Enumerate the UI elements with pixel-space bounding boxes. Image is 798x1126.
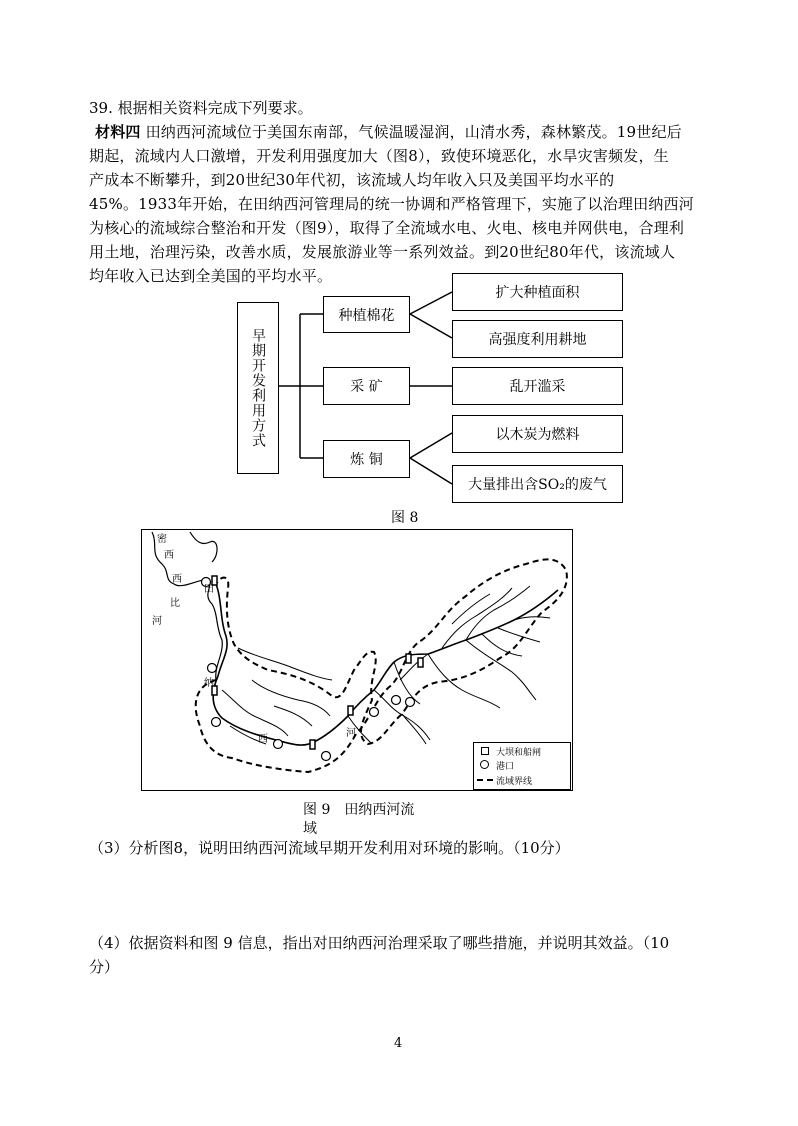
- question-title: 39. 根据相关资料完成下列要求。: [89, 99, 313, 117]
- material-label: 材料四: [95, 123, 141, 141]
- legend-boundary: 流域界线: [496, 777, 533, 787]
- legend-dam: 大坝和船闸: [496, 748, 542, 758]
- map-label-na: 纳: [204, 678, 214, 689]
- dam-legend-icon: [481, 747, 489, 755]
- question-4-line1: （4）依据资料和图 9 信息，指出对田纳西河治理采取了哪些措施，并说明其效益。（10: [89, 934, 670, 952]
- basin-boundary: [196, 559, 567, 772]
- material-line-4: 45%。1933年开始，在田纳西河管理局的统一协调和严格管理下，实施了以治理田纳西河: [89, 195, 694, 213]
- map-label-xi-3: 西: [258, 734, 268, 745]
- root-box-early-development: 早期开发利用方式: [237, 302, 279, 474]
- material-line-2: 期起，流域内人口激增，开发利用强度加大（图8），致使环境恶化，水旱灾害频发，生: [89, 147, 669, 165]
- leaf-box-intensive-farmland: 高强度利用耕地: [452, 320, 623, 358]
- question-4-line2: 分）: [89, 958, 120, 976]
- material-line-7: 均年收入已达到全美国的平均水平。: [89, 267, 333, 285]
- figure-9-caption-line1: 图 9 田纳西河流: [303, 802, 415, 818]
- map-label-xi-1: 西: [164, 550, 174, 561]
- leaf-box-expand-area: 扩大种植面积: [452, 273, 623, 311]
- tributaries: [222, 586, 550, 744]
- boundary-legend-icon: [477, 779, 493, 781]
- leaf-box-random-mining: 乱开滥采: [452, 367, 623, 405]
- dams: [212, 576, 423, 749]
- material-line-3: 产成本不断攀升，到20世纪30年代初，该流域人均年收入只及美国平均水平的: [89, 171, 615, 189]
- map-label-tian: 田: [204, 584, 214, 595]
- question-3: （3）分析图8，说明田纳西河流域早期开发利用对环境的影响。（10分）: [89, 839, 570, 857]
- figure-9-caption-line2: 域: [303, 821, 317, 837]
- map-label-he-2: 河: [346, 728, 356, 739]
- material-line-5: 为核心的流域综合整治和开发（图9），取得了全流域水电、火电、核电并网供电，合理利: [89, 219, 685, 237]
- map-label-he-1: 河: [152, 616, 162, 627]
- mid-box-mining: 采 矿: [323, 367, 410, 405]
- mid-box-cotton: 种植棉花: [323, 296, 410, 333]
- mid-box-copper-smelting: 炼 铜: [323, 440, 410, 478]
- material-line-1: 田纳西河流域位于美国东南部，气候温暖湿润，山清水秀，森林繁茂。19世纪后: [145, 123, 682, 141]
- page-number: 4: [394, 1036, 403, 1051]
- ports: [202, 578, 415, 761]
- port-legend-icon: [480, 760, 489, 769]
- figure-9-map: [141, 529, 573, 791]
- leaf-box-so2-emission: 大量排出含SO₂的废气: [452, 465, 623, 503]
- map-legend: [473, 742, 571, 790]
- mississippi-river: [152, 532, 222, 680]
- map-label-xi-2: 西: [172, 574, 182, 585]
- map-label-mi: 密: [157, 534, 167, 545]
- figure-8-caption: 图 8: [391, 510, 419, 526]
- legend-port: 港口: [496, 762, 515, 772]
- map-label-bi: 比: [170, 598, 180, 609]
- material-line-6: 用土地，治理污染，改善水质，发展旅游业等一系列效益。到20世纪80年代，该流域人: [89, 243, 676, 261]
- leaf-box-charcoal-fuel: 以木炭为燃料: [452, 415, 623, 453]
